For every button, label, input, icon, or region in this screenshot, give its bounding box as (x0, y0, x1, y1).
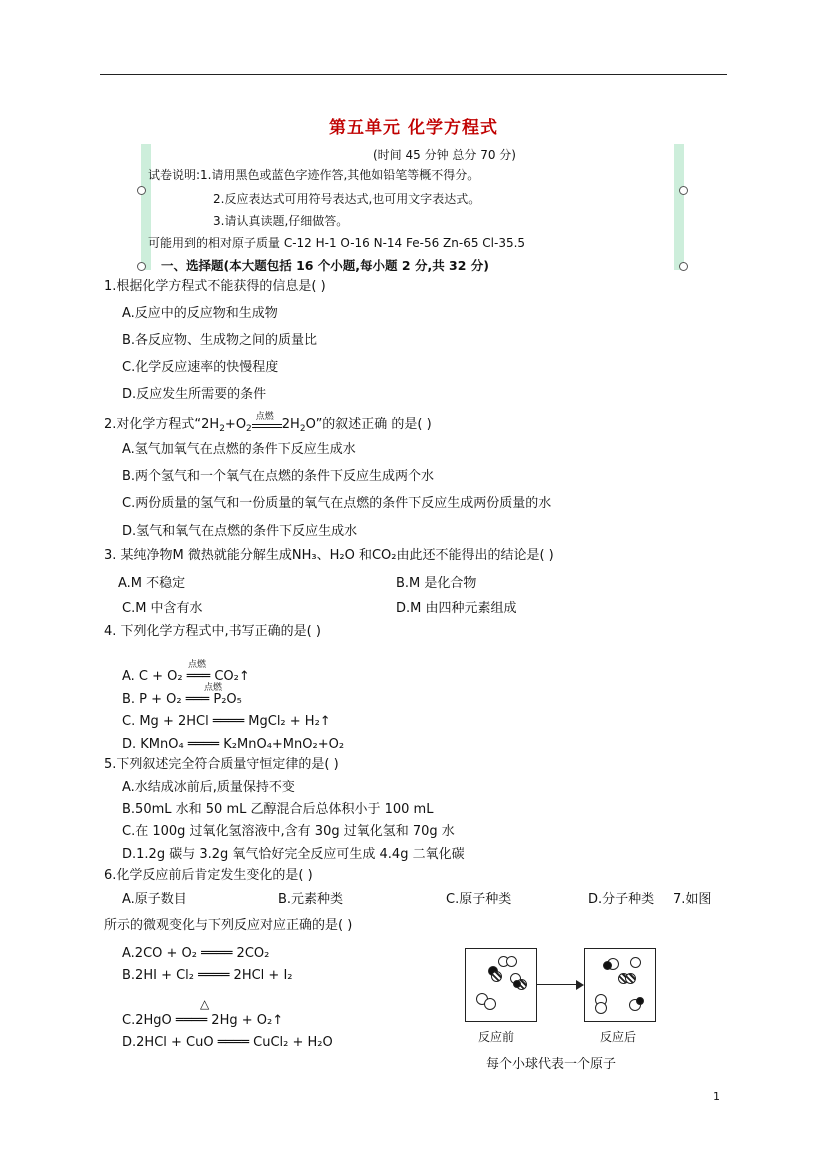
label-before: 反应前 (478, 1030, 515, 1044)
q2-sub: 2 (299, 424, 306, 434)
reaction-arrow-icon (576, 980, 584, 990)
instruction-line-1: 试卷说明:1.请用黑色或蓝色字迹作答,其他如铅笔等概不得分。 (148, 168, 480, 182)
q2-cond-text: 点燃 (255, 412, 274, 422)
q7-option-b: B.2HI + Cl₂ ════ 2HCl + I₂ (122, 968, 293, 983)
q2-sub: 2 (219, 424, 225, 434)
q1-option-a: A.反应中的反应物和生成物 (122, 306, 278, 321)
atom-striped (625, 973, 636, 984)
q2-sub: 2 (246, 424, 252, 434)
q2-stem (104, 412, 432, 437)
box-left-bar (141, 144, 151, 270)
atom-black (513, 980, 521, 988)
q3-option-b: B.M 是化合物 (396, 576, 477, 591)
page-number: 1 (713, 1090, 720, 1103)
q3-stem: 3. 某纯净物M 微热就能分解生成NH₃、H₂O 和CO₂由此还不能得出的结论是( ) (104, 548, 554, 563)
q2-option-a: A.氢气加氧气在点燃的条件下反应生成水 (122, 442, 356, 457)
time-total: (时间 45 分钟 总分 70 分) (373, 148, 516, 162)
resize-handle-left[interactable] (137, 186, 146, 195)
q3-option-c: C.M 中含有水 (122, 601, 203, 616)
section-heading: 一、选择题(本大题包括 16 个小题,每小题 2 分,共 32 分) (161, 258, 490, 273)
q2-stem-post: O”的叙述正确 的是( ) (305, 417, 432, 432)
q7-option-d: D.2HCl + CuO ════ CuCl₂ + H₂O (122, 1035, 333, 1050)
resize-handle-bottom-right[interactable] (679, 262, 688, 271)
label-after: 反应后 (600, 1030, 637, 1044)
q6-option-c: C.原子种类 (446, 892, 512, 907)
q4-a-condition: 点燃 (188, 660, 207, 670)
q6-option-a: A.原子数目 (122, 892, 187, 907)
q7-option-a: A.2CO + O₂ ════ 2CO₂ (122, 946, 270, 961)
q5-stem: 5.下列叙述完全符合质量守恒定律的是( ) (104, 757, 339, 772)
box-right-bar (674, 144, 684, 270)
q2-stem-mid1: +O (224, 417, 247, 432)
q4-stem: 4. 下列化学方程式中,书写正确的是( ) (104, 624, 321, 639)
reaction-arrow-line (536, 984, 578, 985)
q5-option-a: A.水结成冰前后,质量保持不变 (122, 780, 295, 795)
q2-option-d: D.氢气和氧气在点燃的条件下反应生成水 (122, 524, 358, 539)
q7-stem-start: 7.如图 (673, 892, 712, 907)
q6-stem: 6.化学反应前后肯定发生变化的是( ) (104, 868, 313, 883)
q4-option-d: D. KMnO₄ ════ K₂MnO₄+MnO₂+O₂ (122, 737, 345, 752)
q2-stem-mid2: 2H (281, 417, 300, 432)
atom-white (506, 956, 517, 967)
atom-black (636, 997, 644, 1005)
q4-option-c: C. Mg + 2HCl ════ MgCl₂ + H₂↑ (122, 714, 331, 729)
instructions-box (141, 144, 684, 273)
q5-option-d: D.1.2g 碳与 3.2g 氧气恰好完全反应可生成 4.4g 二氧化碳 (122, 847, 465, 862)
header-rule (100, 74, 727, 75)
q2-condition (252, 412, 282, 428)
q5-option-b: B.50mL 水和 50 mL 乙醇混合后总体积小于 100 mL (122, 802, 434, 817)
q6-option-b: B.元素种类 (278, 892, 344, 907)
q7-option-c: C.2HgO ════ 2Hg + O₂↑ (122, 1013, 284, 1028)
q1-option-c: C.化学反应速率的快慢程度 (122, 360, 279, 375)
diagram-after-box (584, 948, 656, 1022)
instruction-line-2: 2.反应表达式可用符号表达式,也可用文字表达式。 (213, 192, 481, 206)
q4-b-condition: 点燃 (204, 683, 223, 693)
q5-option-c: C.在 100g 过氧化氢溶液中,含有 30g 过氧化氢和 70g 水 (122, 824, 455, 839)
q4-option-a: A. C + O₂ ═══ CO₂↑ (122, 669, 250, 684)
q2-option-c: C.两份质量的氢气和一份质量的氧气在点燃的条件下反应生成两份质量的水 (122, 496, 552, 511)
atom-white (630, 957, 641, 968)
q1-option-b: B.各反应物、生成物之间的质量比 (122, 333, 318, 348)
q7-c-condition: △ (200, 997, 210, 1011)
atom-striped (491, 971, 502, 982)
q1-stem: 1.根据化学方程式不能获得的信息是( ) (104, 279, 326, 294)
q1-option-d: D.反应发生所需要的条件 (122, 387, 267, 402)
q2-option-b: B.两个氢气和一个氧气在点燃的条件下反应生成两个水 (122, 469, 435, 484)
q4-option-b: B. P + O₂ ═══ P₂O₅ (122, 692, 242, 707)
atom-white (595, 1002, 607, 1014)
page-title: 第五单元 化学方程式 (329, 118, 498, 138)
q2-stem-pre: 2.对化学方程式“2H (104, 417, 220, 432)
atom-black (603, 961, 612, 970)
q3-option-d: D.M 由四种元素组成 (396, 601, 517, 616)
atom-white (484, 998, 496, 1010)
diagram-caption: 每个小球代表一个原子 (486, 1057, 617, 1072)
resize-handle-bottom-left[interactable] (137, 262, 146, 271)
instruction-line-3: 3.请认真读题,仔细做答。 (213, 214, 349, 228)
q3-option-a: A.M 不稳定 (118, 576, 186, 591)
q7-stem: 所示的微观变化与下列反应对应正确的是( ) (104, 918, 353, 933)
resize-handle-right[interactable] (679, 186, 688, 195)
q6-option-d: D.分子种类 (588, 892, 655, 907)
atomic-masses: 可能用到的相对原子质量 C-12 H-1 O-16 N-14 Fe-56 Zn-65 Cl-35.5 (148, 236, 526, 250)
diagram-before-box (465, 948, 537, 1022)
